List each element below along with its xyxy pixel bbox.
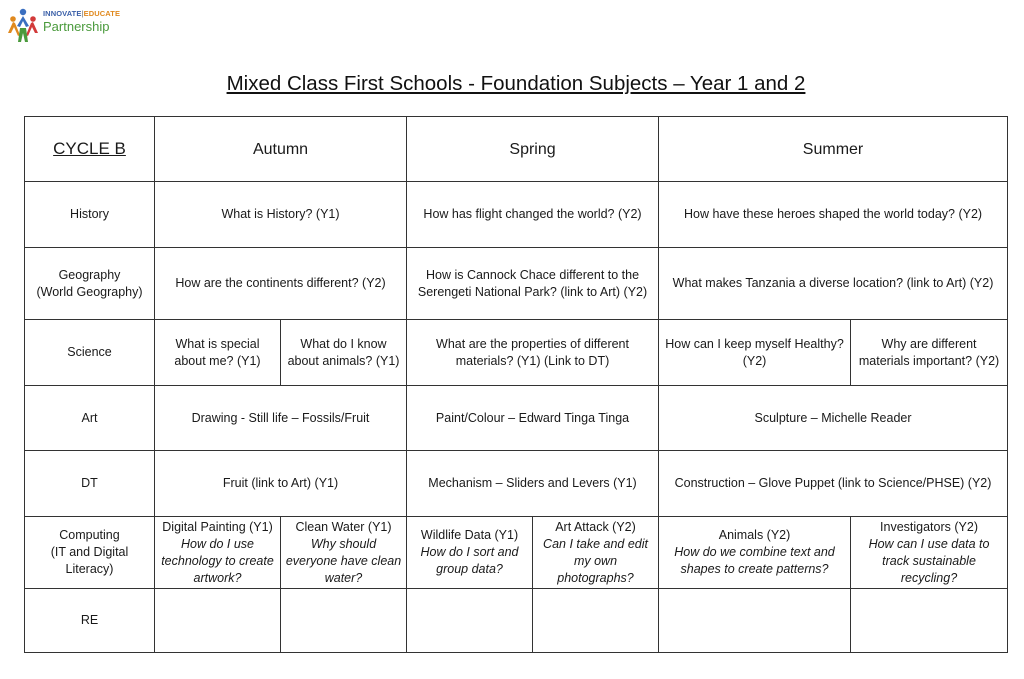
logo-figures-icon: [6, 6, 40, 44]
science-autumn-a-cell: What is special about me? (Y1): [155, 320, 281, 386]
dt-autumn-cell: Fruit (link to Art) (Y1): [155, 451, 407, 517]
science-summer-a-cell: How can I keep myself Healthy? (Y2): [659, 320, 851, 386]
geography-summer-cell: What makes Tanzania a diverse location? (link to Art) (Y2): [659, 248, 1008, 320]
re-row: [25, 589, 1008, 653]
subject-label-science: Science: [25, 320, 155, 386]
art-spring-cell: Paint/Colour – Edward Tinga Tinga: [407, 386, 659, 451]
subject-label-dt: DT: [25, 451, 155, 517]
re-empty-cell: [851, 589, 1008, 653]
science-spring-cell: What are the properties of different materials? (Y1) (Link to DT): [407, 320, 659, 386]
subject-label-history: History: [25, 182, 155, 248]
logo-text-educate: EDUCATE: [83, 9, 121, 18]
term-spring-header: Spring: [407, 117, 659, 182]
science-row: [25, 320, 1008, 386]
computing-summer-b-cell: Investigators (Y2) How can I use data to track sustainable recycling?: [851, 517, 1008, 589]
curriculum-table: [24, 116, 1008, 653]
computing-row: [25, 517, 1008, 589]
art-summer-cell: Sculpture – Michelle Reader: [659, 386, 1008, 451]
page-title: Mixed Class First Schools - Foundation Subjects – Year 1 and 2: [226, 72, 806, 95]
logo-text-separator: |: [81, 9, 84, 18]
re-empty-cell: [533, 589, 659, 653]
subject-label-computing: Computing (IT and Digital Literacy): [25, 517, 155, 589]
re-empty-cell: [659, 589, 851, 653]
computing-spring-b-cell: Art Attack (Y2) Can I take and edit my own photographs?: [533, 517, 659, 589]
term-autumn-header: Autumn: [155, 117, 407, 182]
art-autumn-cell: Drawing - Still life – Fossils/Fruit: [155, 386, 407, 451]
geography-spring-cell: How is Cannock Chace different to the Serengeti National Park? (link to Art) (Y2): [407, 248, 659, 320]
logo-text-partnership: Partnership: [43, 18, 110, 34]
subject-label-geography: Geography (World Geography): [25, 248, 155, 320]
history-summer-cell: How have these heroes shaped the world today? (Y2): [659, 182, 1008, 248]
partnership-logo: [6, 6, 121, 44]
logo-text-innovate: INNOVATE: [43, 9, 82, 18]
term-summer-header: Summer: [659, 117, 1008, 182]
history-row: [25, 182, 1008, 248]
subject-label-re: RE: [25, 589, 155, 653]
computing-autumn-a-cell: Digital Painting (Y1) How do I use technology to create artwork?: [155, 517, 281, 589]
art-row: [25, 386, 1008, 451]
subject-label-art: Art: [25, 386, 155, 451]
dt-summer-cell: Construction – Glove Puppet (link to Science/PHSE) (Y2): [659, 451, 1008, 517]
science-summer-b-cell: Why are different materials important? (Y2): [851, 320, 1008, 386]
computing-spring-a-cell: Wildlife Data (Y1) How do I sort and group data?: [407, 517, 533, 589]
dt-spring-cell: Mechanism – Sliders and Levers (Y1): [407, 451, 659, 517]
science-autumn-b-cell: What do I know about animals? (Y1): [281, 320, 407, 386]
header-row: [25, 117, 1008, 182]
computing-autumn-b-cell: Clean Water (Y1) Why should everyone have clean water?: [281, 517, 407, 589]
history-autumn-cell: What is History? (Y1): [155, 182, 407, 248]
geography-row: [25, 248, 1008, 320]
re-empty-cell: [155, 589, 281, 653]
computing-summer-a-cell: Animals (Y2) How do we combine text and shapes to create patterns?: [659, 517, 851, 589]
re-empty-cell: [281, 589, 407, 653]
re-empty-cell: [407, 589, 533, 653]
cycle-label: CYCLE B: [25, 117, 155, 182]
history-spring-cell: How has flight changed the world? (Y2): [407, 182, 659, 248]
dt-row: [25, 451, 1008, 517]
geography-autumn-cell: How are the continents different? (Y2): [155, 248, 407, 320]
